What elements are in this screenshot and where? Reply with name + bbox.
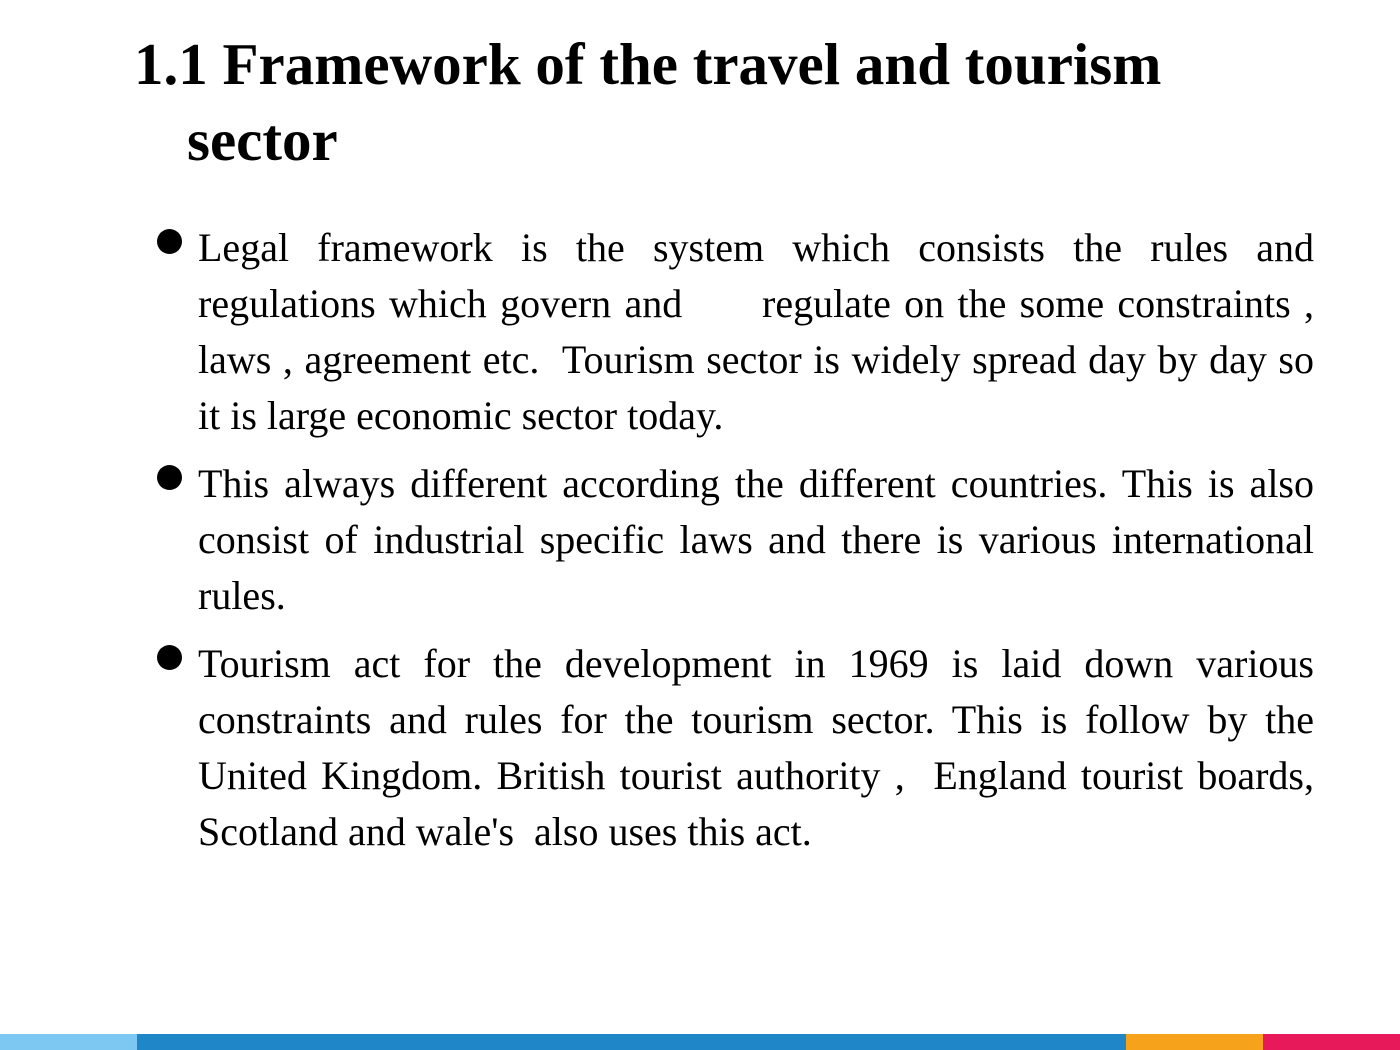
footer-segment-orange xyxy=(1126,1034,1263,1050)
bullet-item-tourism-act xyxy=(154,636,1324,860)
bullet-dot-icon xyxy=(157,645,182,670)
footer-color-bar xyxy=(0,1034,1400,1050)
footer-segment-light-blue xyxy=(0,1034,137,1050)
footer-segment-pink xyxy=(1263,1034,1400,1050)
bullet-text: This always different according the different countries. This is also consist of industrial specific laws and there is various international rules. xyxy=(198,461,1324,618)
bullet-item-different-countries xyxy=(154,456,1324,624)
bullet-text: Legal framework is the system which consists the rules and regulations which govern and regulate on the some constraints , laws , agreement etc. Tourism sector is widely spread day by day so it is large economic sector today. xyxy=(198,225,1324,438)
bullet-dot-icon xyxy=(157,229,182,254)
footer-segment-blue xyxy=(137,1034,1126,1050)
bullet-text: Tourism act for the development in 1969 is laid down various constraints and rules for the tourism sector. This is follow by the United Kingdom. British tourist authority , England tourist boards, Scotland and wale's also uses this act. xyxy=(198,641,1324,854)
slide-title-line-1: 1.1 Framework of the travel and tourism xyxy=(134,31,1162,97)
bullet-item-legal-framework xyxy=(154,220,1324,444)
bullet-list xyxy=(154,220,1324,872)
bullet-dot-icon xyxy=(157,465,182,490)
slide-title xyxy=(134,26,1314,178)
slide-title-line-2: sector xyxy=(187,107,338,173)
